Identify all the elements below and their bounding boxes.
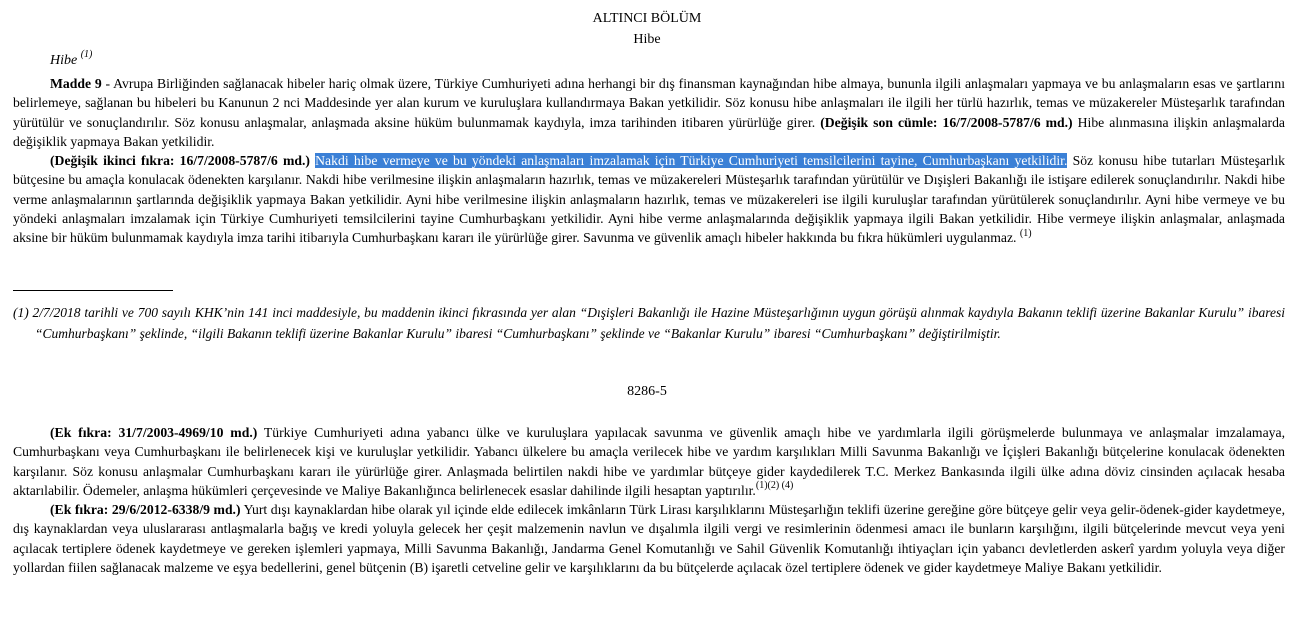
paragraph-second xyxy=(13,151,1285,247)
article-title-label: Hibe xyxy=(50,53,78,68)
paragraph-text: - Avrupa Birliğinden sağlanacak hibeler hariç olmak üzere, Türkiye Cumhuriyeti adına herhangi bir dış finansman kaynağından hibe almaya, bununla ilgili anlaşmaları yapmaya ve bu anlaşmaların esas ve şartlarını belirlemeye, sağlanan bu hibeleri bu Kanunun 2 nci Maddesinde yer alan kurum ve kuruluşlara kullandırmaya Bakan yetkilidir. Söz konusu hibe anlaşmaları ile ilgili her türlü hazırlık, temas ve müzakereler Müsteşarlık tarafından yürütülür ve sonuçlandırılır. Söz konusu anlaşmalar, anlaşmada aksine hüküm bulunmamak kaydıyla, imza tarihinden itibaren yürürlüğe girer. xyxy=(13,76,1285,130)
page-number: 8286-5 xyxy=(627,384,667,399)
paragraph-ek-2 xyxy=(13,500,1285,577)
paragraph-text: Hibe alınmasına ilişkin anlaşmalarda değişiklik yapmaya Bakan yetkilidir. xyxy=(13,114,1286,149)
paragraph-text: Söz konusu hibe tutarları Müsteşarlık bütçesine bu amaçla konulacak ödenekten karşılanır. Nakdi hibe verilmesine ilişkin anlaşmaların hazırlık, temas ve müzakereleri Müsteşarlık tarafından yürütülür ve Dışişleri Bakanlığı ile istişare edilerek sonuçlandırılır. Nakdi hibe verme anlaşmalarının şartlarında değişiklik yapmaya Bakan yetkilidir. Ayni hibe verilmesine ilişkin anlaşmaların hazırlık, temas ve müzakereleri ise ilgili kuruluşlar tarafından yürütülerek sonuçlandırılır. Ayni hibe vermeye ve bu yöndeki anlaşmaları imzalamak için Türkiye Cumhuriyeti temsilcilerini tayine Cumhurbaşkanı yetkilidir. Ayni hibe verme anlaşmalarında değişiklik yapmaya ilgili Bakan yetkilidir. Hibe vermeye ilişkin anlaşmalar, anlaşmada aksine bir hüküm bulunmamak kaydıyla imza tarihi itibarıyla Cumhurbaşkanı kararı ile yürürlüğe girer. Savunma ve güvenlik amaçlı hibeler hakkında bu fıkra hükümleri uygulanmaz. xyxy=(13,153,1285,246)
article-body xyxy=(13,74,1285,248)
footnote-ref[interactable]: (1) xyxy=(1019,227,1032,239)
additional-paragraphs xyxy=(13,423,1285,577)
footnote-divider xyxy=(13,290,173,291)
section-heading: ALTINCI BÖLÜM xyxy=(592,11,702,26)
footnote-text: (1) 2/7/2018 tarihli ve 700 sayılı KHK’nin 141 inci maddesiyle, bu maddenin ikinci fıkrasında yer alan “Dışişleri Bakanlığı ile Hazine Müsteşarlığının uygun görüşü alınmak kaydıyla Bakanın teklifi üzerine Bakanlar Kurulu” ibaresi “Cumhurbaşkanı” şeklinde, “ilgili Bakanın teklifi üzerine Bakanlar Kurulu” ibaresi “Cumhurbaşkanı” şeklinde ve “Bakanlar Kurulu” ibaresi “Cumhurbaşkanı” değiştirilmiştir. xyxy=(13,305,1285,341)
article-title xyxy=(50,49,93,69)
footnote xyxy=(13,302,1285,344)
section-subtitle: Hibe xyxy=(633,32,661,47)
amendment-note: (Ek fıkra: 31/7/2003-4969/10 md.) xyxy=(50,425,258,440)
article-number: Madde 9 xyxy=(50,76,102,91)
amendment-note: (Ek fıkra: 29/6/2012-6338/9 md.) xyxy=(50,502,241,518)
footnote-ref[interactable]: (1)(2) (4) xyxy=(755,480,794,492)
amendment-note: (Değişik ikinci fıkra: 16/7/2008-5787/6 md.) xyxy=(50,153,310,169)
paragraph-madde-9 xyxy=(13,74,1285,151)
amendment-note: (Değişik son cümle: 16/7/2008-5787/6 md.) xyxy=(820,114,1073,130)
paragraph-ek-1 xyxy=(13,423,1285,500)
selected-text[interactable]: Nakdi hibe vermeye ve bu yöndeki anlaşmaları imzalamak için Türkiye Cumhuriyeti temsilcilerini tayine, Cumhurbaşkanı yetkilidir. xyxy=(315,153,1068,169)
footnote-ref[interactable]: (1) xyxy=(80,49,93,61)
paragraph-text: Yurt dışı kaynaklardan hibe olarak yıl içinde elde edilecek imkânların Türk Lirası karşılıklarını Müsteşarlığın teklifi üzerine gereğine göre bütçeye gelir veya gelir-ödenek-gider kaydetmeye, dış kaynaklardan veya uluslararası antlaşmalarla bağış ve kredi yoluyla gelecek her çeşit malzemenin navlun ve dışalımla ilgili vergi ve resimlerinin ödenmesi amacı ile bunların karşılığını, ilgili bütçelerinde mevcut veya yeni açılacak tertiplere ödenek kaydetmeye ve gereken işlemleri yapmaya, Milli Savunma Bakanlığı, Jandarma Genel Komutanlığı ve Sahil Güvenlik Komutanlığı ihtiyaçları için yabancı devletlerden askerî yardım yoluyla veya diğer yollardan fiilen sağlanacak malzeme ve eşya bedellerini, genel bütçenin (B) işaretli cetveline gelir ve karşılıklarını da bu bütçelerde açılacak özel tertiplere ödenek ve gider kaydetmeye Maliye Bakanı yetkilidir. xyxy=(13,502,1285,576)
paragraph-text: Türkiye Cumhuriyeti adına yabancı ülke ve kuruluşlara yapılacak savunma ve güvenlik amaçlı hibe ve yardımlarla ilgili görüşmelerde bulunmaya ve anlaşmalar imzalamaya, Cumhurbaşkanı veya Cumhurbaşkanı ile belirlenecek kişi ve kuruluşlar yetkilidir. Yabancı ülkelere bu amaçla verilecek hibe ve yardım karşılıkları Milli Savunma Bakanlığı ve İçişleri Bakanlığı bütçelerine konulacak ödenekten karşılanır. Söz konusu anlaşmalar Cumhurbaşkanı kararı ile yürürlüğe girer. Anlaşmada belirtilen nakdi hibe ve yardımlar bütçeye gider kaydedilerek T.C. Merkez Bankasında ilgili ülke adına döviz cinsinden açılacak hesaba aktarılabilir. Ödemeler, anlaşma hükümleri çerçevesinde ve Maliye Bakanlığınca belirlenecek esaslar dahilinde ilgili hesaptan yaptırılır. xyxy=(13,425,1285,498)
